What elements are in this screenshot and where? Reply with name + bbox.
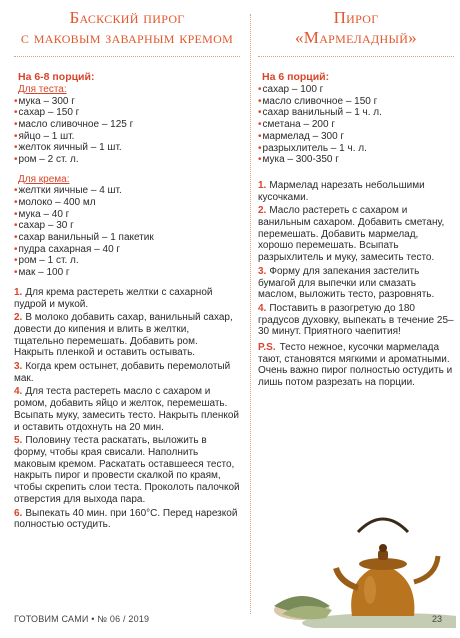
step-text: Половину теста раскатать, выложить в форму, чтобы края свисали. Наполнить маковым кремом. Раскатать оставшееся тесто, накрыть пирог и провести скалкой по краям, чтобы скрепить слои теста. Проколоть палочкой отверстия для выхода пара. <box>14 435 240 505</box>
title-line-1: Баскский пирог <box>69 8 185 27</box>
ingredient-item: • сметана – 200 г <box>258 119 454 131</box>
recipe-marmalade-pie <box>258 8 454 389</box>
recipe-step <box>258 266 454 301</box>
ingredient-item: • ром – 2 ст. л. <box>14 154 240 166</box>
page-number: 23 <box>432 614 443 624</box>
step-text: Масло растереть с сахаром и ванильным сахаром. Добавить сметану, перемешать. Добавить мармелад, хорошо перемешать. Всыпать разрыхлитель и муку, замесить тесто. <box>258 205 445 264</box>
basque-steps-list <box>14 287 240 531</box>
ingredient-item: • сахар – 30 г <box>14 220 240 232</box>
title-line-2: «Мармеладный» <box>295 28 417 47</box>
ingredient-item: • масло сливочное – 125 г <box>14 119 240 131</box>
dough-heading: Для теста: <box>18 84 67 95</box>
ingredient-item: • сахар – 150 г <box>14 107 240 119</box>
step-text: Мармелад нарезать небольшими кусочками. <box>258 179 425 203</box>
step-number: 3. <box>258 265 267 277</box>
ingredient-item: • молоко – 400 мл <box>14 197 240 209</box>
step-text: Когда крем остынет, добавить перемолотый мак. <box>14 361 231 384</box>
title-line-2: с маковым заварным кремом <box>20 28 234 47</box>
recipe-step <box>14 287 240 310</box>
step-number: 6. <box>14 507 23 519</box>
recipe-step <box>14 508 240 531</box>
ingredient-item: • мак – 100 г <box>14 267 240 279</box>
step-text: Форму для запекания застелить бумагой для выпечки или смазать маслом, выложить тесто, разровнять. <box>258 265 435 301</box>
ingredient-item: • ром – 1 ст. л. <box>14 255 240 267</box>
recipe-basque-pie <box>14 8 240 533</box>
step-number: 4. <box>258 302 267 314</box>
ingredient-item: • мука – 40 г <box>14 209 240 221</box>
ingredient-item: • желток яичный – 1 шт. <box>14 142 240 154</box>
step-number: 4. <box>14 386 23 398</box>
ingredient-item: • разрыхлитель – 1 ч. л. <box>258 143 454 155</box>
step-text: Для теста растереть масло с сахаром и ромом, добавить яйцо и желток, перемешать. Всыпать муку, замесить тесто. Накрыть пленкой и оставить отдохнуть на 20 мин. <box>14 386 240 433</box>
cream-heading: Для крема: <box>18 173 70 185</box>
ingredient-item: • пудра сахарная – 40 г <box>14 244 240 256</box>
recipe-step <box>14 435 240 505</box>
step-text: В молоко добавить сахар, ванильный сахар, довести до кипения и влить в желтки, тщательно перемешать. Добавить ром. Накрыть пленкой и оставить остывать. <box>14 312 233 359</box>
teapot-photo <box>262 498 456 628</box>
step-text: Для крема растереть желтки с сахарной пудрой и мукой. <box>14 286 213 310</box>
cream-ingredient-list <box>14 185 240 279</box>
ingredient-item: • мармелад – 300 г <box>258 131 454 143</box>
ps-label: P.S. <box>258 342 276 354</box>
step-number: 3. <box>14 361 23 373</box>
title-line-1: Пирог <box>333 8 379 27</box>
ingredient-item: • яйцо – 1 шт. <box>14 131 240 143</box>
column-divider <box>250 14 252 614</box>
postscript <box>258 342 454 389</box>
marmalade-steps-list <box>258 180 454 338</box>
ingredient-item: • сахар – 100 г <box>258 84 454 96</box>
portions-label: На 6-8 порций: <box>18 71 95 83</box>
portions-label: На 6 порций: <box>262 71 330 83</box>
recipe-step <box>14 312 240 359</box>
marmalade-ingredient-list <box>258 84 454 166</box>
ingredient-item: • мука – 300 г <box>14 96 240 108</box>
step-text: Выпекать 40 мин. при 160°С. Перед нарезкой полностью остудить. <box>14 507 238 531</box>
step-number: 5. <box>14 435 23 447</box>
recipe-step <box>258 205 454 264</box>
step-number: 2. <box>14 312 23 324</box>
step-number: 1. <box>14 286 23 298</box>
recipe-step <box>14 361 240 384</box>
ingredient-item: • желтки яичные – 4 шт. <box>14 185 240 197</box>
ps-text: Тесто нежное, кусочки мармелада тают, становятся мягкими и ароматными. Очень важно пирог полностью остудить и лишь потом разрезать на порции. <box>258 342 453 389</box>
step-number: 1. <box>258 179 267 191</box>
recipe-step <box>14 386 240 433</box>
ingredient-item: • масло сливочное – 150 г <box>258 96 454 108</box>
dough-ingredient-list <box>14 96 240 166</box>
magazine-footer: ГОТОВИМ САМИ • № 06 / 2019 <box>14 614 150 624</box>
step-number: 2. <box>258 205 267 217</box>
ingredient-item: • сахар ванильный – 1 ч. л. <box>258 107 454 119</box>
recipe-title <box>258 8 454 57</box>
recipe-title <box>14 8 240 57</box>
recipe-step <box>258 303 454 338</box>
ingredient-item: • сахар ванильный – 1 пакетик <box>14 232 240 244</box>
step-text: Поставить в разогретую до 180 градусов духовку, выпекать в течение 25–30 минут. Приятного чаепития! <box>258 302 454 338</box>
ingredient-item: • мука – 300-350 г <box>258 154 454 166</box>
recipe-step <box>258 180 454 203</box>
